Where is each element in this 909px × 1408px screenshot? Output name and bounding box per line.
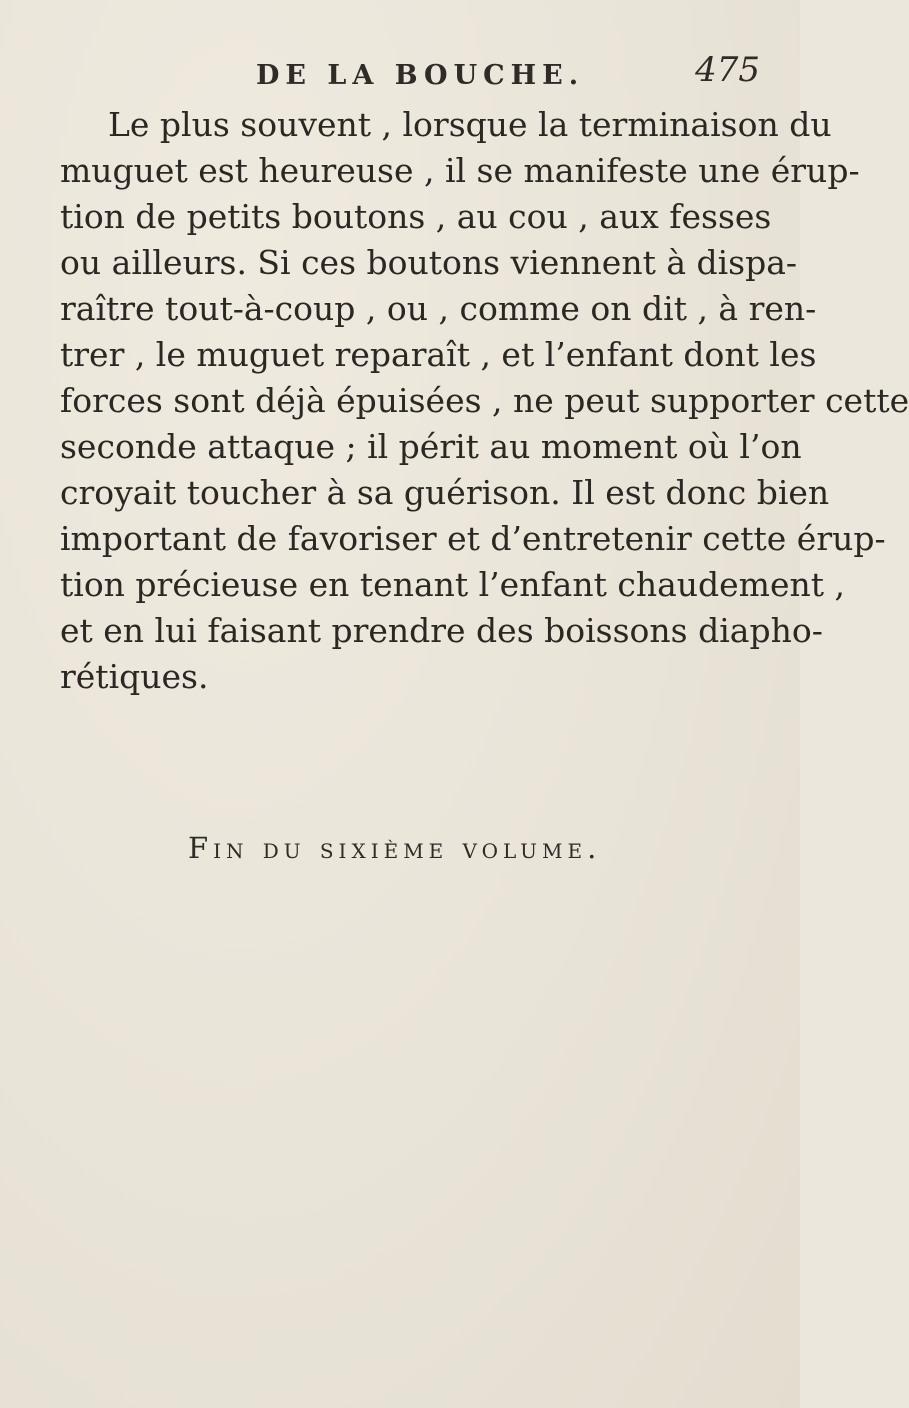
running-title: DE LA BOUCHE. [256, 60, 585, 91]
text-line: rétiques. [60, 657, 209, 696]
text-line: forces sont déjà épuisées , ne peut supporter cette [60, 381, 909, 420]
text-line: tion précieuse en tenant l’enfant chaudement , [60, 565, 845, 604]
text-line: croyait toucher à sa guérison. Il est donc bien [60, 473, 830, 512]
page-number: 475 [695, 50, 760, 90]
text-line: trer , le muguet reparaît , et l’enfant dont les [60, 335, 817, 374]
text-line: raître tout-à-coup , ou , comme on dit , à ren- [60, 289, 817, 328]
end-of-volume-note: Fin du sixième volume. [188, 831, 602, 865]
text-line: ou ailleurs. Si ces boutons viennent à dispa- [60, 243, 798, 282]
running-header [60, 50, 760, 96]
text-line: muguet est heureuse , il se manifeste une érup- [60, 151, 860, 190]
text-line: tion de petits boutons , au cou , aux fesses [60, 197, 772, 236]
text-line: et en lui faisant prendre des boissons diapho- [60, 611, 823, 650]
body-paragraph [60, 102, 909, 700]
text-line: important de favoriser et d’entretenir cette érup- [60, 519, 886, 558]
text-line: Le plus souvent , lorsque la terminaison du [108, 105, 832, 144]
text-line: seconde attaque ; il périt au moment où l’on [60, 427, 802, 466]
